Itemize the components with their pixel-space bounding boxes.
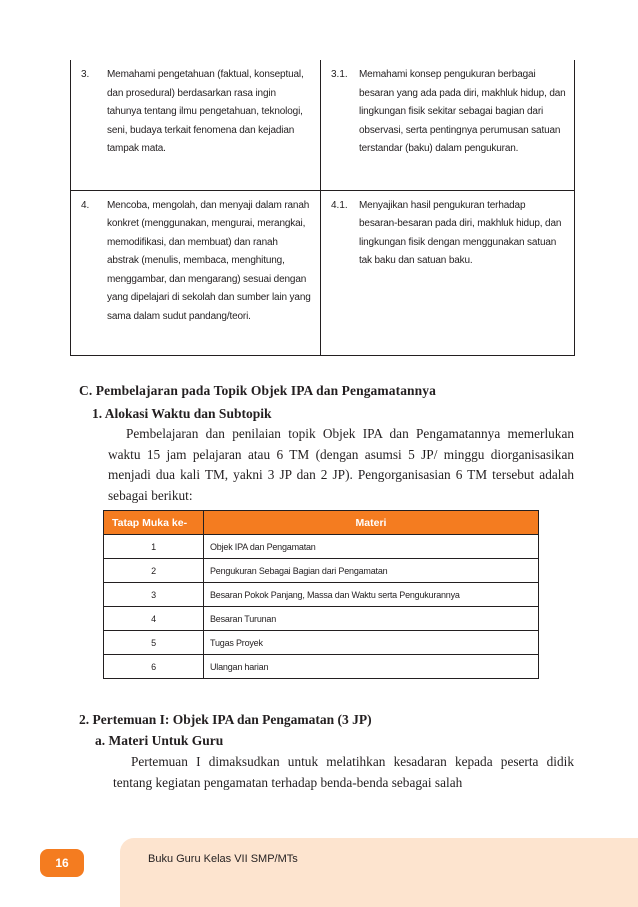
material-cell: Pengukuran Sebagai Bagian dari Pengamatan [204, 559, 539, 583]
meeting-number: 5 [104, 631, 204, 655]
item-number: 3. [81, 69, 90, 80]
schedule-table [103, 510, 539, 679]
kompetensi-inti-cell [71, 190, 321, 355]
table-row [104, 607, 539, 631]
item-number: 4.1. [331, 199, 348, 211]
column-header-meeting: Tatap Muka ke- [104, 511, 204, 535]
footer-band [120, 838, 638, 907]
table-row [104, 559, 539, 583]
kompetensi-inti-cell [71, 60, 321, 190]
section-heading: C. Pembelajaran pada Topik Objek IPA dan Pengamatannya [79, 383, 436, 398]
table-row [104, 655, 539, 679]
table-row [104, 535, 539, 559]
competency-row [71, 60, 575, 190]
item-number: 3.1. [331, 69, 348, 80]
kompetensi-dasar-cell [321, 190, 575, 355]
paragraph-text: Pertemuan I dimaksudkan untuk melatihkan kesadaran kepada peserta didik tentang kegiatan pengamatan terhadap benda-benda sebagai salah [113, 754, 574, 790]
item-text: Mencoba, mengolah, dan menyaji dalam ranah konkret (menggunakan, mengurai, merangkai, memodifikasi, dan membuat) dan ranah abstrak (menulis, membaca, menghitung, menggambar, dan mengarang) sesuai dengan yang dipelajari di sekolah dan sumber lain yang sama dalam sudut pandang/teori. [107, 199, 311, 322]
item-text: Menyajikan hasil pengukuran terhadap besaran-besaran pada diri, makhluk hidup, dan lingkungan fisik dengan menggunakan satuan tak baku dan satuan baku. [359, 199, 562, 266]
meeting-number: 4 [104, 607, 204, 631]
paragraph-text: Pembelajaran dan penilaian topik Objek IPA dan Pengamatannya memerlukan waktu 15 jam pelajaran atau 6 TM (dengan asumsi 5 JP/ minggu diorganisasikan menjadi dua kali TM, yakni 3 JP dan 2 JP). Pengorganisasian 6 TM tersebut adalah sebagai berikut: [108, 426, 574, 503]
kompetensi-dasar-cell [321, 60, 575, 190]
meeting-number: 1 [104, 535, 204, 559]
subsection-heading: 1. Alokasi Waktu dan Subtopik [92, 406, 272, 421]
table-row [104, 631, 539, 655]
table-row [104, 583, 539, 607]
meeting-number: 6 [104, 655, 204, 679]
item-text: Memahami pengetahuan (faktual, konseptual, dan prosedural) berdasarkan rasa ingin tahunya tentang ilmu pengetahuan, teknologi, seni, budaya terkait fenomena dan kejadian tampak mata. [107, 69, 304, 154]
material-cell: Besaran Pokok Panjang, Massa dan Waktu serta Pengukurannya [204, 583, 539, 607]
material-cell: Tugas Proyek [204, 631, 539, 655]
body-paragraph [113, 752, 574, 793]
meeting-number: 2 [104, 559, 204, 583]
body-paragraph [108, 424, 574, 506]
item-number: 4. [81, 199, 90, 211]
material-cell: Objek IPA dan Pengamatan [204, 535, 539, 559]
meeting-number: 3 [104, 583, 204, 607]
page-number: 16 [40, 849, 84, 877]
competency-row [71, 190, 575, 355]
material-cell: Besaran Turunan [204, 607, 539, 631]
item-text: Memahami konsep pengukuran berbagai besaran yang ada pada diri, makhluk hidup, dan lingkungan fisik sekitar sebagai bagian dari observasi, serta pentingnya perumusan satuan terstandar (baku) dalam pengukuran. [359, 69, 566, 154]
subsection-heading: 2. Pertemuan I: Objek IPA dan Pengamatan (3 JP) [79, 712, 372, 727]
material-cell: Ulangan harian [204, 655, 539, 679]
column-header-material: Materi [204, 511, 539, 535]
subsection-heading: a. Materi Untuk Guru [95, 733, 224, 748]
competency-table [70, 60, 575, 356]
book-title: Buku Guru Kelas VII SMP/MTs [148, 853, 298, 865]
